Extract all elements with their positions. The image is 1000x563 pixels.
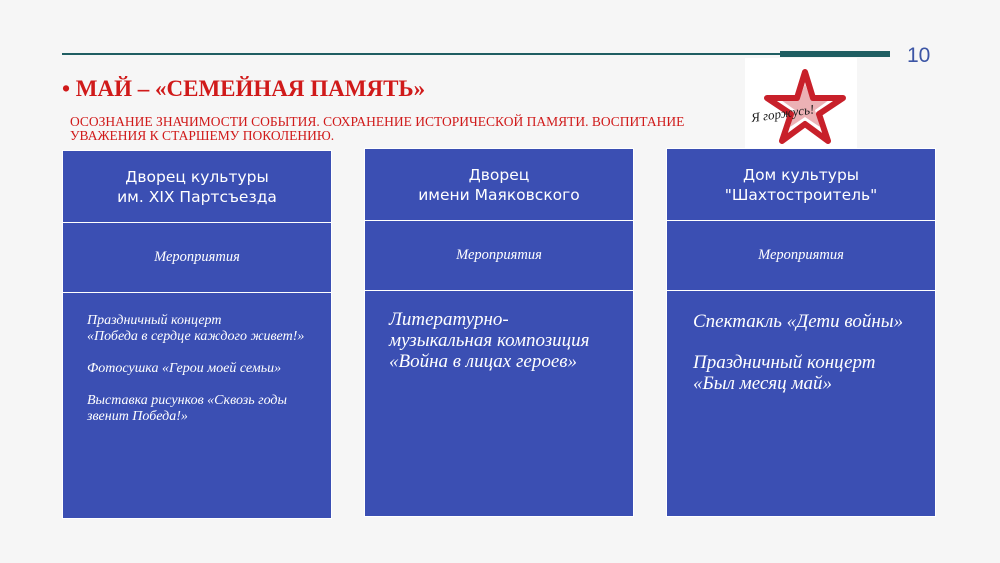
- event-item: Фотосушка «Герои моей семьи»: [87, 361, 282, 376]
- slide-subtitle: ОСОЗНАНИЕ ЗНАЧИМОСТИ СОБЫТИЯ. СОХРАНЕНИЕ ИСТОРИЧЕСКОЙ ПАМЯТИ. ВОСПИТАНИЕ УВАЖЕНИЯ К СТАРШЕМУ ПОКОЛЕНИЮ.: [70, 114, 685, 143]
- venue-name: Дом культуры "Шахтостроитель": [724, 165, 878, 204]
- venue-column-1: [62, 150, 332, 519]
- page-number: 10: [907, 44, 931, 67]
- events-list: [667, 291, 935, 516]
- venue-name: Дворец культуры им. XIX Партсъезда: [117, 167, 277, 206]
- svg-text:Я горжусь!: Я горжусь!: [750, 101, 816, 126]
- events-label-cell: [365, 221, 633, 291]
- venue-header-cell: [365, 149, 633, 221]
- events-label: Мероприятия: [758, 247, 844, 263]
- venue-header-cell: [667, 149, 935, 221]
- events-label: Мероприятия: [154, 249, 240, 265]
- header-rule-accent: [780, 51, 890, 57]
- venue-header-cell: [63, 151, 331, 223]
- event-item: Праздничный концерт «Победа в сердце каждого живет!»: [87, 313, 305, 344]
- events-label: Мероприятия: [456, 247, 542, 263]
- header-rule: [62, 53, 890, 55]
- slide-title: • МАЙ – «СЕМЕЙНАЯ ПАМЯТЬ»: [62, 76, 426, 101]
- event-item: Спектакль «Дети войны»: [693, 311, 904, 332]
- pride-star-logo: [745, 58, 857, 148]
- events-list: [63, 293, 331, 518]
- event-item: Литературно-музыкальная композиция «Война в лицах героев»: [389, 309, 590, 372]
- events-label-cell: [63, 223, 331, 293]
- event-item: Праздничный концерт «Был месяц май»: [693, 352, 876, 394]
- events-label-cell: [667, 221, 935, 291]
- event-item: Выставка рисунков «Сквозь годы звенит Победа!»: [87, 393, 287, 424]
- venue-name: Дворец имени Маяковского: [418, 165, 580, 204]
- venue-column-2: [364, 148, 634, 517]
- venue-column-3: [666, 148, 936, 517]
- events-list: [365, 291, 633, 516]
